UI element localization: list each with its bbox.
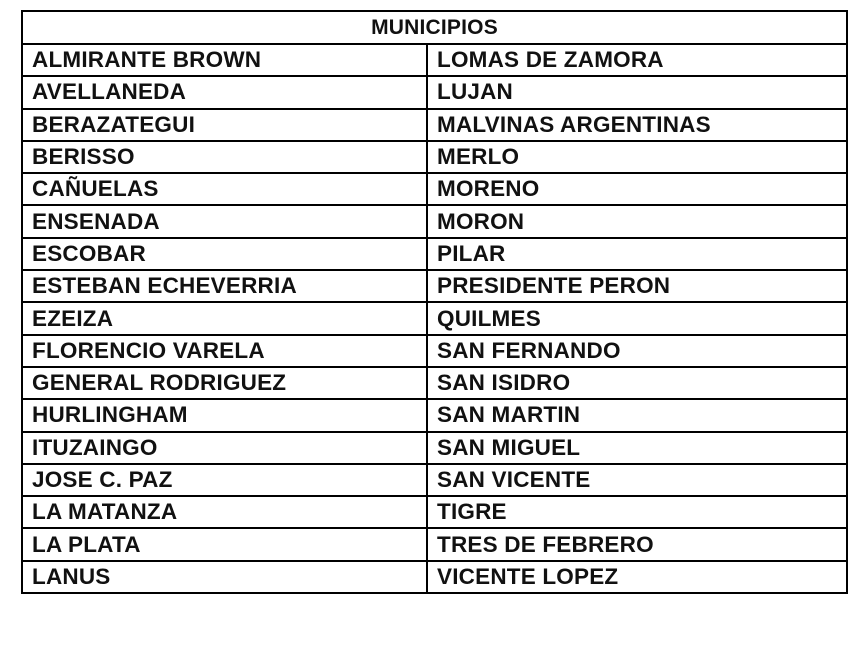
table-row xyxy=(22,205,847,237)
municipio-cell-right: PILAR xyxy=(427,238,847,270)
table-row xyxy=(22,561,847,593)
municipio-cell-left: ESTEBAN ECHEVERRIA xyxy=(22,270,427,302)
municipio-cell-left: LA PLATA xyxy=(22,528,427,560)
table-row xyxy=(22,141,847,173)
municipio-cell-right: SAN VICENTE xyxy=(427,464,847,496)
table-row xyxy=(22,76,847,108)
municipio-cell-left: HURLINGHAM xyxy=(22,399,427,431)
municipio-cell-right: SAN MARTIN xyxy=(427,399,847,431)
table-row xyxy=(22,335,847,367)
table-row xyxy=(22,464,847,496)
municipio-cell-left: BERISSO xyxy=(22,141,427,173)
municipio-cell-left: GENERAL RODRIGUEZ xyxy=(22,367,427,399)
table-header: MUNICIPIOS xyxy=(22,11,847,44)
table-row xyxy=(22,238,847,270)
municipio-cell-right: TIGRE xyxy=(427,496,847,528)
table-row xyxy=(22,399,847,431)
municipio-cell-left: EZEIZA xyxy=(22,302,427,334)
table-row xyxy=(22,432,847,464)
municipio-cell-left: ITUZAINGO xyxy=(22,432,427,464)
municipio-cell-right: MERLO xyxy=(427,141,847,173)
municipio-cell-left: AVELLANEDA xyxy=(22,76,427,108)
municipio-cell-left: JOSE C. PAZ xyxy=(22,464,427,496)
municipio-cell-right: PRESIDENTE PERON xyxy=(427,270,847,302)
municipio-cell-left: LANUS xyxy=(22,561,427,593)
municipio-cell-left: LA MATANZA xyxy=(22,496,427,528)
table-row xyxy=(22,173,847,205)
table-row xyxy=(22,109,847,141)
municipio-cell-right: TRES DE FEBRERO xyxy=(427,528,847,560)
municipio-cell-left: ESCOBAR xyxy=(22,238,427,270)
municipio-cell-left: ALMIRANTE BROWN xyxy=(22,44,427,76)
table-row xyxy=(22,44,847,76)
municipio-cell-left: CAÑUELAS xyxy=(22,173,427,205)
table-row xyxy=(22,528,847,560)
municipio-cell-right: MORENO xyxy=(427,173,847,205)
table-row xyxy=(22,496,847,528)
municipio-cell-left: BERAZATEGUI xyxy=(22,109,427,141)
municipio-cell-right: VICENTE LOPEZ xyxy=(427,561,847,593)
municipio-cell-left: FLORENCIO VARELA xyxy=(22,335,427,367)
municipio-cell-right: SAN ISIDRO xyxy=(427,367,847,399)
table-row xyxy=(22,367,847,399)
municipio-cell-right: SAN MIGUEL xyxy=(427,432,847,464)
municipio-cell-right: LUJAN xyxy=(427,76,847,108)
table-body xyxy=(22,44,847,593)
table-row xyxy=(22,302,847,334)
municipios-table-container xyxy=(21,10,846,594)
municipio-cell-left: ENSENADA xyxy=(22,205,427,237)
municipio-cell-right: SAN FERNANDO xyxy=(427,335,847,367)
municipio-cell-right: LOMAS DE ZAMORA xyxy=(427,44,847,76)
municipios-table xyxy=(21,10,848,594)
municipio-cell-right: MORON xyxy=(427,205,847,237)
table-row xyxy=(22,270,847,302)
municipio-cell-right: QUILMES xyxy=(427,302,847,334)
municipio-cell-right: MALVINAS ARGENTINAS xyxy=(427,109,847,141)
table-header-row xyxy=(22,11,847,44)
